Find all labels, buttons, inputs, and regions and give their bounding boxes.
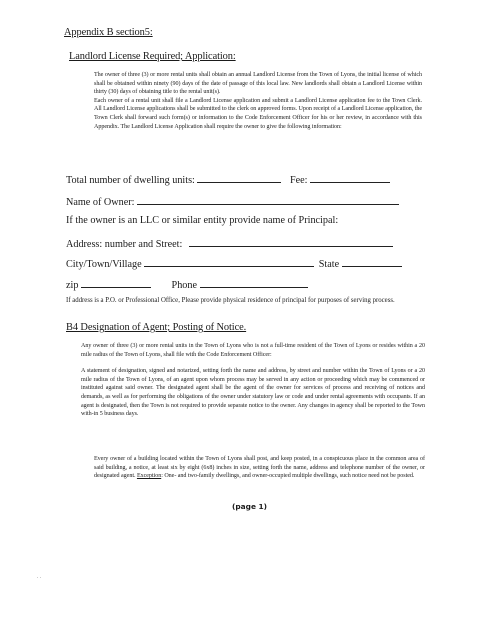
- section1-body: [94, 71, 422, 131]
- address-blank[interactable]: [189, 237, 393, 247]
- po-address-note: If address is a P.O. or Professional Office, Please provide physical residence of principal for purposes of serving process.: [66, 297, 395, 304]
- section-heading-designation-of-agent: B4 Designation of Agent; Posting of Notice.: [66, 322, 247, 333]
- phone-label: Phone: [171, 280, 198, 291]
- llc-principal-label: If the owner is an LLC or similar entity provide name of Principal:: [66, 215, 339, 226]
- zip-label: zip: [66, 280, 79, 291]
- units-blank[interactable]: [197, 173, 281, 183]
- units-label: Total number of dwelling units:: [66, 175, 195, 186]
- appendix-title: Appendix B section5:: [64, 27, 153, 38]
- units-fee-row: [66, 173, 390, 186]
- owner-label: Name of Owner:: [66, 197, 135, 208]
- posting-notice-paragraph: [94, 455, 425, 481]
- city-blank[interactable]: [144, 257, 314, 267]
- fee-label: Fee:: [289, 175, 308, 186]
- owner-blank[interactable]: [137, 195, 399, 205]
- address-row: [66, 237, 393, 250]
- paragraph-statement-of-designation: A statement of designation, signed and notarized, setting forth the name and address, by street and number within the Town of Lyons or a 20 mile radius of the Town of Lyons, of an agent upon whom process may be served in any action or proceeding which may be commenced or instituted against said owner. The designated agent shall be the agent of the owner for services of process and receiving of notices and demands, as well as for performing the obligations of the owner under statutory law or code and under rental agreements with occupants. If an agent is designated, then the Town is not required to provide separate notice to the owner. Any changes in agency shall be reported to the Town with-in 5 business days.: [81, 368, 425, 418]
- phone-blank[interactable]: [200, 278, 308, 288]
- owner-row: [66, 195, 399, 208]
- zip-phone-row: [66, 278, 308, 291]
- section2-body: [81, 342, 425, 419]
- paragraph-license-requirement: The owner of three (3) or more rental units shall obtain an annual Landlord License from the Town of Lyons, the initial license of which shall be obtained within ninety (90) days of the date of passage of this local law. New landlords shall obtain a Landlord License within thirty (30) days of obtaining title to the rental unit(s).: [94, 72, 422, 96]
- exception-text: : One- and two-family dwellings, and owner-occupied multiple dwellings, such notice need not be posted.: [161, 473, 415, 480]
- exception-label: Exception: [136, 473, 162, 480]
- corner-marks: ..: [36, 574, 43, 580]
- zip-blank[interactable]: [81, 278, 151, 288]
- paragraph-application-process: Each owner of a rental unit shall file a Landlord License application and submit a Landlord License application fee to the Town Clerk. All Landlord License applications shall be submitted to the clerk on approved forms. Upon receipt of a Landlord License application, the Town Clerk shall forward such form(s) or information to the Code Enforcement Officer for his or her review, in accordance with this Appendix. The Landlord License Application shall require the owner to give the following information:: [94, 97, 422, 130]
- city-state-row: [66, 257, 402, 270]
- state-label: State: [318, 259, 340, 270]
- fee-blank[interactable]: [310, 173, 390, 183]
- paragraph-nonresident-owner: Any owner of three (3) or more rental units in the Town of Lyons who is not a full-time resident of the Town of Lyons or resides within a 20 mile radius of the Town of Lyons, shall file with the Code Enforcement Officer:: [81, 343, 425, 358]
- state-blank[interactable]: [342, 257, 402, 267]
- section-heading-landlord-license: Landlord License Required; Application:: [69, 51, 236, 62]
- city-label: City/Town/Village: [66, 259, 142, 270]
- page-number: (page 1): [232, 502, 268, 511]
- address-label: Address: number and Street:: [66, 239, 183, 250]
- posting-requirement-text: Every owner of a building located within the Town of Lyons shall post, and keep posted, in a conspicuous place in the common area of said building, a notice, at least six by eight (6x8) inches in size, setting forth the name, address and telephone number of the owner, or designated agent.: [94, 456, 425, 480]
